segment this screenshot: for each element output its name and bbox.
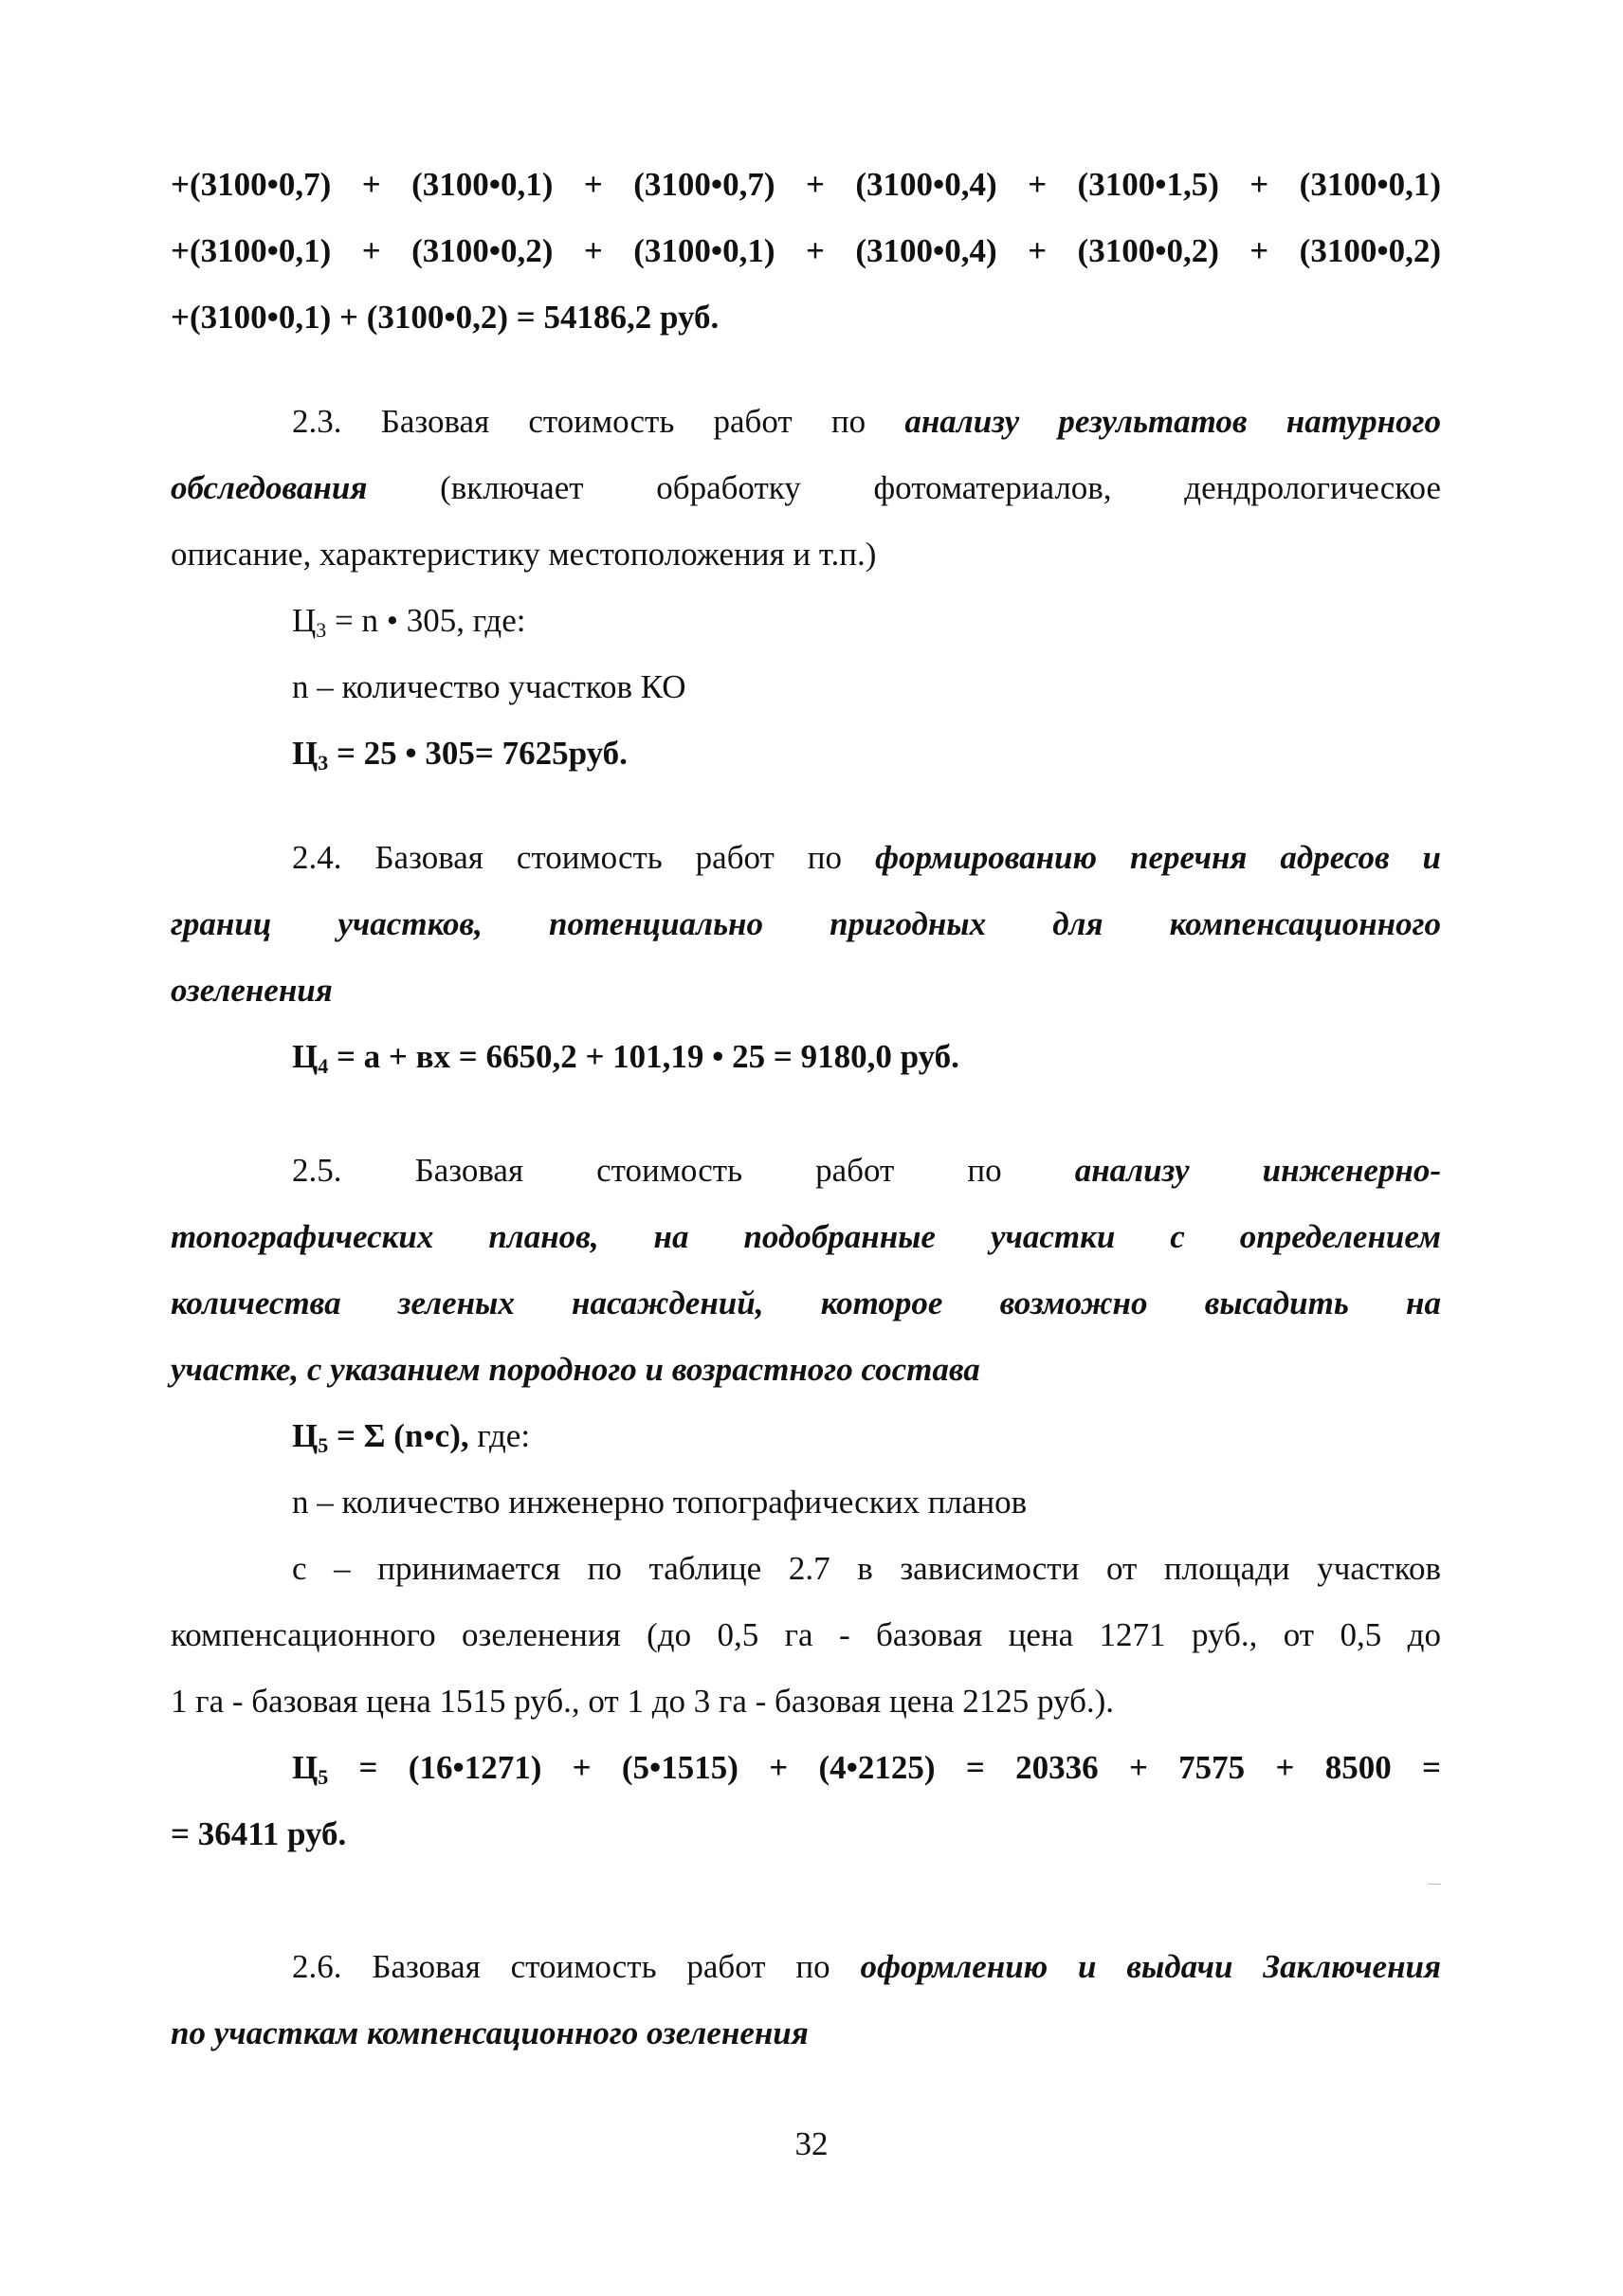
scan-mark	[1428, 1884, 1441, 1885]
section-heading-line: 2.4. Базовая стоимость работ по формированию перечня адресов и	[292, 839, 1441, 876]
section-2-4	[171, 825, 1441, 1090]
section-title: границ участков, потенциально пригодных для компенсационного	[171, 905, 1441, 942]
section-number: 2.5.	[292, 1152, 342, 1189]
formula-c5: $Ц_5 = \Sigma$ (n•с), где:	[292, 1417, 531, 1457]
variable-definition: n – количество инженерно топографических планов	[292, 1484, 1028, 1521]
paragraph-line: 1 га - базовая цена 1515 руб., от 1 до 3 га - базовая цена 2125 руб.).	[171, 1683, 1115, 1720]
variable-definition: n – количество участков КО	[292, 668, 686, 705]
calculation-c5: $Ц_5$ = (16•1271) + (5•1515) + (4•2125) = 20336 + 7575 + 8500 =	[292, 1749, 1441, 1789]
calculation-c3: $Ц_3 = 25$ • 305= 7625руб.	[292, 735, 628, 774]
section-title: анализу результатов натурного	[904, 403, 1441, 440]
section-number: 2.4.	[292, 839, 342, 876]
section-2-3	[171, 389, 1441, 787]
variable-definition: с – принимается по таблице 2.7 в зависимости от площади участков	[292, 1550, 1441, 1587]
section-heading-line: обследования (включает обработку фотоматериалов, дендрологическое	[171, 469, 1441, 506]
formula-line: +(3100•0,7) + (3100•0,1) + (3100•0,7) + (3100•0,4) + (3100•1,5) + (3100•0,1)	[171, 166, 1441, 203]
formula-line: +(3100•0,1) + (3100•0,2) = 54186,2 руб.	[171, 299, 720, 336]
calculation-result: = 36411 руб.	[171, 1815, 347, 1852]
section-title: участке, с указанием породного и возрастного состава	[171, 1351, 980, 1388]
section-title: топографических планов, на подобранные участки с определением	[171, 1218, 1441, 1255]
section-2-5	[171, 1138, 1441, 1868]
section-title: озеленения	[171, 972, 333, 1009]
section-title: обследования	[171, 469, 368, 506]
paragraph-line: описание, характеристику местоположения и т.п.)	[171, 536, 877, 573]
formula-c4: $Ц_4 = а$ + вх = 6650,2 + 101,19 • 25 = 9180,0 руб.	[292, 1038, 959, 1078]
formula-line: +(3100•0,1) + (3100•0,2) + (3100•0,1) + (3100•0,4) + (3100•0,2) + (3100•0,2)	[171, 232, 1441, 269]
section-title: анализу инженерно-	[1074, 1152, 1441, 1189]
page-number: 32	[794, 2125, 829, 2162]
section-title: формированию перечня адресов и	[874, 839, 1441, 876]
section-title: количества зеленых насаждений, которое возможно высадить на	[171, 1285, 1441, 1321]
formula-c3: $Ц_3 = n$ • 305, где:	[292, 602, 526, 642]
section-heading-line: 2.5. Базовая стоимость работ по анализу инженерно-	[292, 1152, 1441, 1189]
paragraph-line: компенсационного озеленения (до 0,5 га - базовая цена 1271 руб., от 0,5 до	[171, 1616, 1441, 1653]
section-heading-line: 2.3. Базовая стоимость работ по анализу результатов натурного	[292, 403, 1441, 440]
section-title: оформлению и выдачи Заключения	[860, 1948, 1441, 1985]
formula-continuation	[171, 152, 1441, 351]
section-heading-line: 2.6. Базовая стоимость работ по оформлению и выдачи Заключения	[292, 1948, 1441, 1985]
section-title: по участкам компенсационного озеленения	[171, 2014, 809, 2051]
section-2-6	[171, 1934, 1441, 2067]
section-number: 2.6.	[292, 1948, 342, 1985]
section-number: 2.3.	[292, 403, 342, 440]
